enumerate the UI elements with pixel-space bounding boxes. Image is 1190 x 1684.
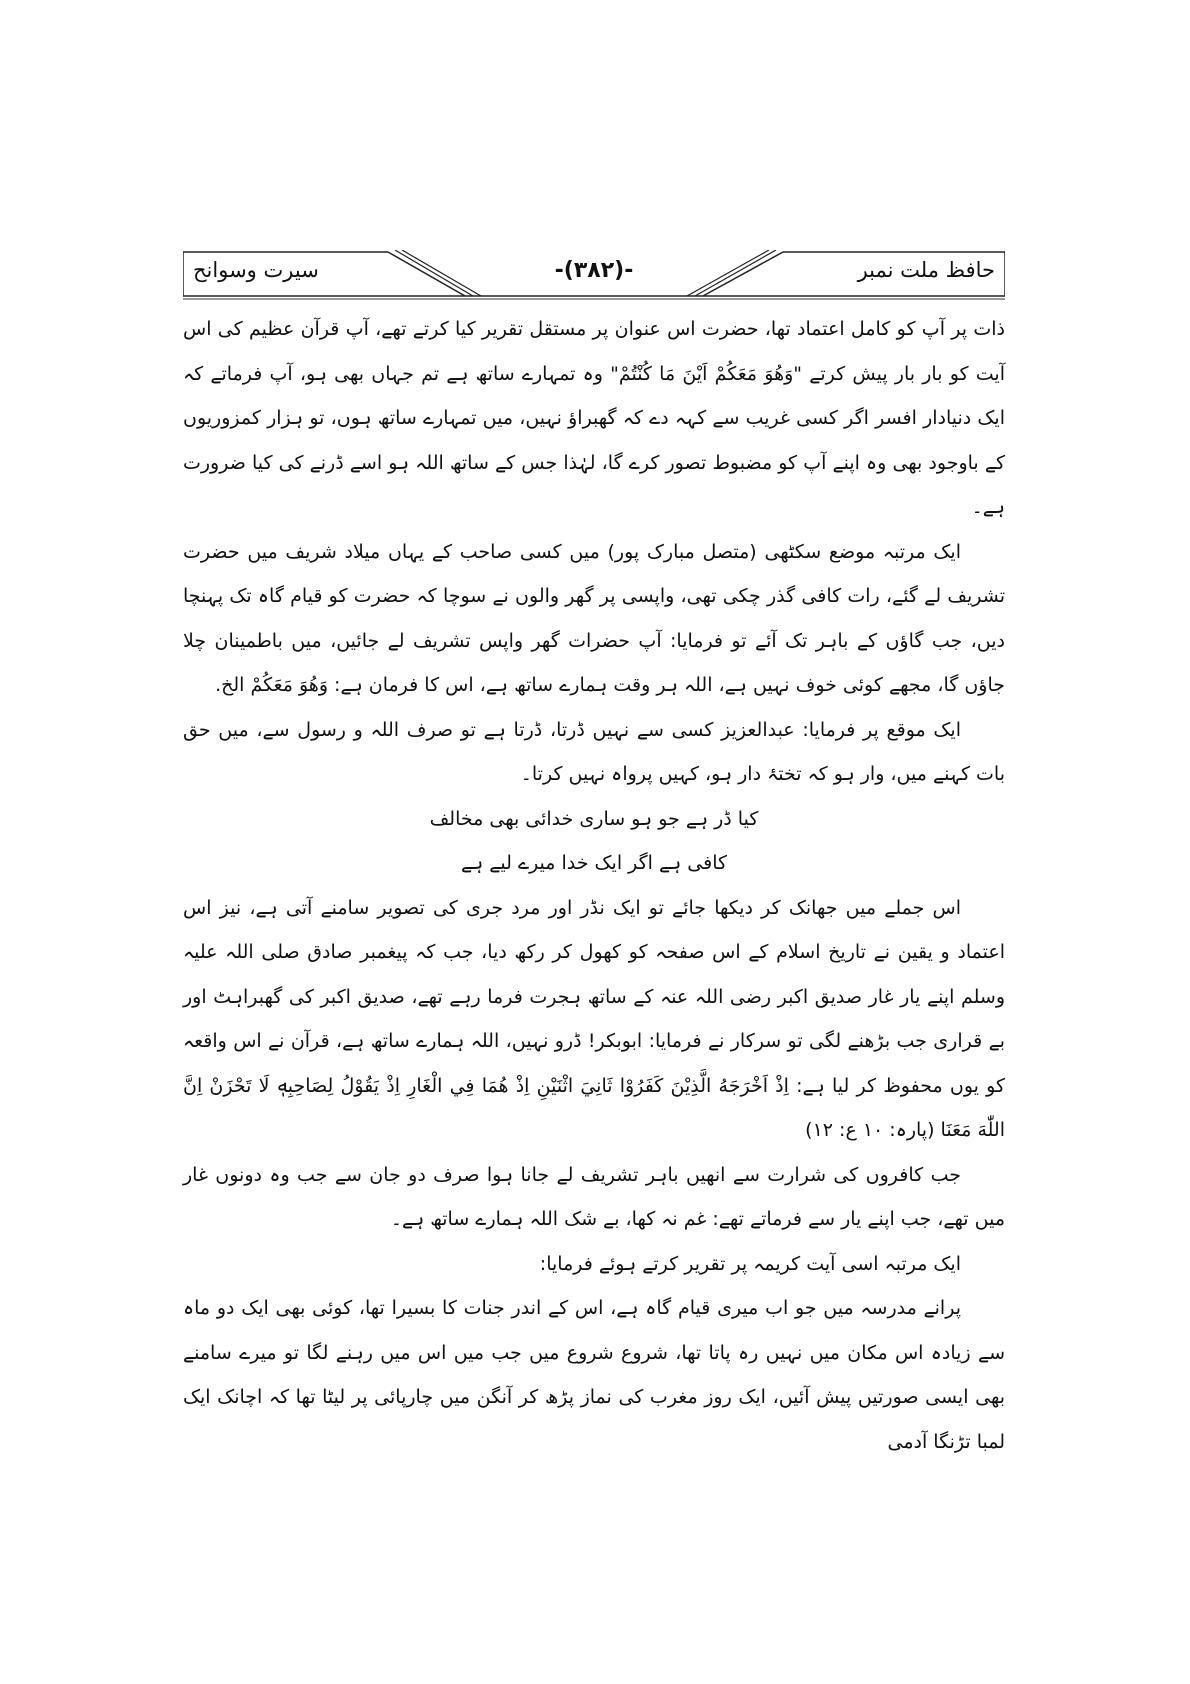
paragraph: ایک موقع پر فرمایا: عبدالعزیز کسی سے نہیں ڈرتا، ڈرتا ہے تو صرف اللہ و رسول سے، میں حق بات کہنے میں، وار ہو کہ تختۂ دار ہو، کہیں پرواہ نہیں کرتا۔: [183, 718, 1005, 785]
document-page: [183, 250, 1005, 1464]
paragraph: ایک مرتبہ موضع سکٹھی (متصل مبارک پور) میں کسی صاحب کے یہاں میلاد شریف میں حضرت تشریف لے گئے، رات کافی گذر چکی تھی، واپسی پر گھر والوں نے سوچا کہ حضرت کو قیام گاہ تک پہنچا دیں، جب گاؤں کے باہر تک آئے تو فرمایا: آپ حضرات گھر واپس تشریف لے جائیں، میں باطمینان چلا جاؤں گا، مجھے کوئی خوف نہیں ہے، اللہ ہر وقت ہمارے ساتھ ہے، اس کا فرمان ہے: وَهُوَ مَعَكُمْ الخ.: [183, 540, 1005, 696]
paragraph: پرانے مدرسہ میں جو اب میری قیام گاہ ہے، اس کے اندر جنات کا بسیرا تھا، کوئی بھی ایک دو ماہ سے زیادہ اس مکان میں نہیں رہ پاتا تھا، شروع شروع میں جب میں اس میں رہنے لگا تو میرے سامنے بھی ایسی صورتیں پیش آئیں، ایک روز مغرب کی نماز پڑھ کر آنگن میں چارپائی پر لیٹا تھا کہ اچانک ایک لمبا تڑنگا آدمی: [183, 1297, 1005, 1453]
verse-line: کیا ڈر ہے جو ہو ساری خدائی بھی مخالف: [429, 807, 759, 830]
paragraph: جب کافروں کی شرارت سے انھیں باہر تشریف لے جانا ہوا صرف دو جان سے جب وہ دونوں غار میں تھے، جب اپنے یار سے فرماتے تھے: غم نہ کھا، بے شک اللہ ہمارے ساتھ ہے۔: [183, 1163, 1005, 1230]
page-number: -(۳۸۲)-: [554, 258, 634, 283]
paragraph: ایک مرتبہ اسی آیت کریمہ پر تقریر کرتے ہوئے فرمایا:: [539, 1252, 961, 1275]
paragraph: اس جملے میں جھانک کر دیکھا جائے تو ایک نڈر اور مرد جری کی تصویر سامنے آتی ہے، نیز اس اعتماد و یقین نے تاریخ اسلام کے اس صفحہ کو کھول کر رکھ دیا، جب کہ پیغمبر صادق صلی اللہ علیہ وسلم اپنے یار غار صدیق اکبر رضی اللہ عنہ کے ساتھ ہجرت فرما رہے تھے، صدیق اکبر کی گھبراہٹ اور بے قراری جب بڑھنے لگی تو سرکار نے فرمایا: ابوبکر! ڈرو نہیں، اللہ ہمارے ساتھ ہے، قرآن نے اس واقعہ کو یوں محفوظ کر لیا ہے: اِذْ اَخْرَجَهُ الَّذِيْنَ كَفَرُوْا ثَانِيَ اثْنَيْنِ اِذْ هُمَا فِي الْغَارِ اِذْ يَقُوْلُ لِصَاحِبِهٖ لَا تَحْزَنْ اِنَّ اللّٰهَ مَعَنَا (پارہ: ۱۰ ع: ۱۲): [183, 896, 1005, 1141]
page-header: [183, 250, 1005, 300]
page-body: [183, 307, 1005, 1464]
section-title: سیرت وسوانح: [193, 258, 319, 282]
paragraph: ذات پر آپ کو کامل اعتماد تھا، حضرت اس عنوان پر مستقل تقریر کیا کرتے تھے، آپ قرآن عظیم کی اس آیت کو بار بار پیش کرتے "وَهُوَ مَعَكُمْ اَيْنَ مَا كُنْتُمْ" وہ تمہارے ساتھ ہے تم جہاں بھی ہو، آپ فرماتے کہ ایک دنیادار افسر اگر کسی غریب سے کہہ دے کہ گھبراؤ نہیں، میں تمہارے ساتھ ہوں، تو ہزار کمزوریوں کے باوجود بھی وہ اپنے آپ کو مضبوط تصور کرے گا، لہٰذا جس کے ساتھ اللہ ہو اسے ڈرنے کی کیا ضرورت ہے۔: [183, 318, 1005, 518]
publication-title: حافظ ملت نمبر: [857, 258, 995, 282]
verse-line: کافی ہے اگر ایک خدا میرے لیے ہے: [460, 852, 728, 874]
